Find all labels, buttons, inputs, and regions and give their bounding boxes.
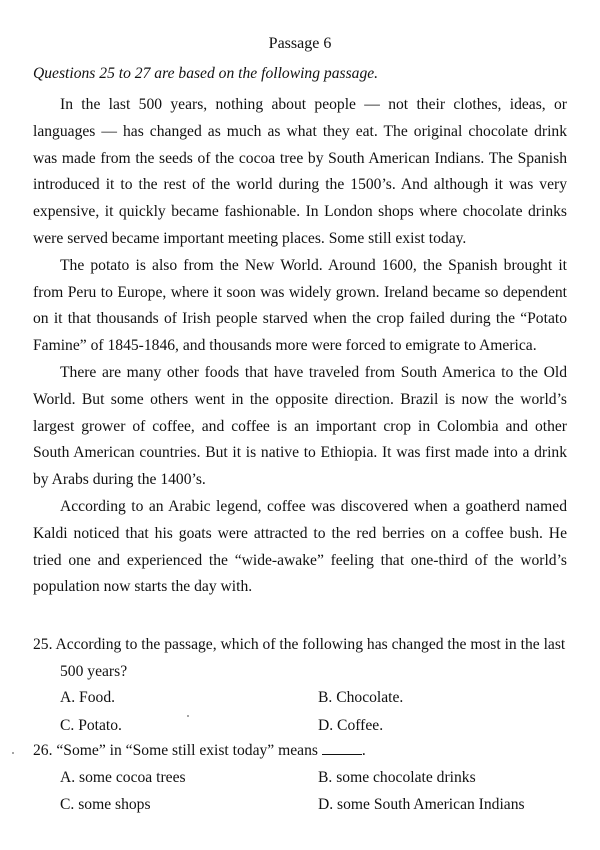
options-row [33,713,573,741]
question-stem [33,738,573,765]
option-c[interactable]: C. Potato. [60,716,122,734]
options-row [33,792,573,820]
option-c[interactable]: C. some shops [60,796,151,813]
speck [187,715,189,717]
answer-blank[interactable] [322,740,362,755]
passage-body [33,92,567,601]
paragraph: There are many other foods that have traveled from South America to the Old World. But some others went in the opposite direction. Brazil is now the world’s largest grower of coffee, and coffee is an important crop in Colombia and other South American countries. But it is native to Ethiopia. It was first made into a drink by Arabs during the 1400’s. [33,363,567,489]
option-d[interactable]: D. some South American Indians [318,796,525,813]
option-d[interactable]: D. Coffee. [318,716,384,734]
option-b[interactable]: B. some chocolate drinks [318,768,476,786]
options-row [33,765,573,793]
paragraph: The potato is also from the New World. Around 1600, the Spanish brought it from Peru to Europe, where it soon was widely grown. Ireland became so dependent on it that thousands of Irish people starved when the crop failed during the “Potato Famine” of 1845-1846, and thousands more were forced to emigrate to America. [33,256,567,355]
speck [12,752,14,754]
paragraph: In the last 500 years, nothing about people — not their clothes, ideas, or languages — has changed as much as what they eat. The original chocolate drink was made from the seeds of the cocoa tree by South American Indians. The Spanish introduced it to the rest of the world during the 1500’s. And although it was very expensive, it quickly became fashionable. In London shops where chocolate drinks were served became important meeting places. Some still exist today. [33,96,567,247]
option-a[interactable]: A. Food. [60,689,116,706]
question-25 [33,632,573,740]
option-a[interactable]: A. some cocoa trees [60,768,186,786]
question-stem-end: . [361,742,366,759]
instructions: Questions 25 to 27 are based on the following passage. [33,65,379,82]
question-26 [33,738,573,820]
paragraph: According to an Arabic legend, coffee was discovered when a goatherd named Kaldi noticed that his goats were attracted to the red berries on a coffee bush. He tried one and experienced the “wide-awake” feeling that one-third of the world’s population now starts the day with. [33,497,567,596]
options-row [33,685,573,713]
question-stem: 25. According to the passage, which of the following has changed the most in the last 500 years? [33,636,566,680]
passage-title: Passage 6 [268,35,332,52]
question-stem-text: 26. “Some” in “Some still exist today” means [33,742,318,759]
option-b[interactable]: B. Chocolate. [318,689,404,706]
